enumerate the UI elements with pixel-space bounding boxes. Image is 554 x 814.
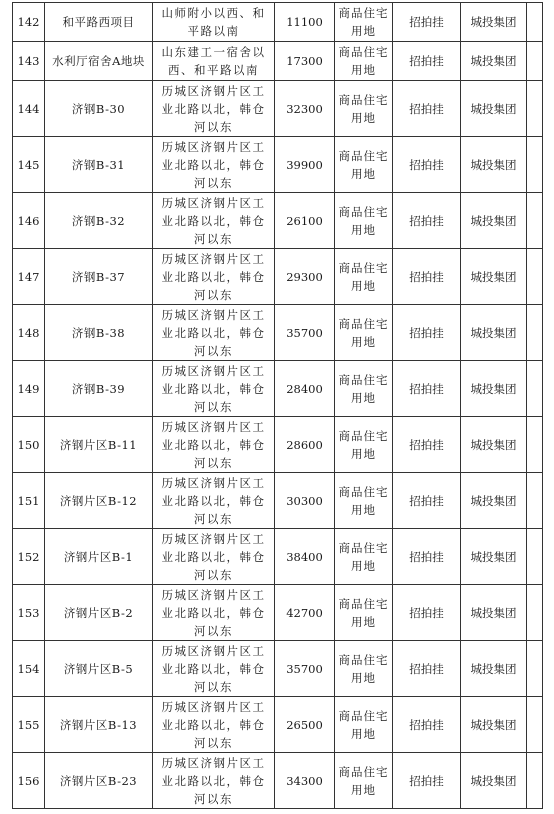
- area-cell: 17300: [275, 42, 335, 81]
- holder-cell: 城投集团: [461, 753, 527, 809]
- holder-cell: 城投集团: [461, 473, 527, 529]
- row-number-cell: 155: [13, 697, 45, 753]
- location-cell: 历城区济钢片区工业北路以北，韩仓河以东: [153, 529, 275, 585]
- project-name-cell: 济钢B-37: [45, 249, 153, 305]
- transfer-method-cell: 招拍挂: [393, 249, 461, 305]
- row-number-cell: 147: [13, 249, 45, 305]
- holder-cell: 城投集团: [461, 3, 527, 42]
- location-cell: 历城区济钢片区工业北路以北，韩仓河以东: [153, 585, 275, 641]
- area-cell: 26100: [275, 193, 335, 249]
- row-number-cell: 145: [13, 137, 45, 193]
- location-cell: 历城区济钢片区工业北路以北，韩仓河以东: [153, 137, 275, 193]
- land-use-cell: 商品住宅用地: [335, 193, 393, 249]
- location-cell: 山东建工一宿舍以西、和平路以南: [153, 42, 275, 81]
- note-cell: [527, 42, 543, 81]
- area-cell: 35700: [275, 641, 335, 697]
- transfer-method-cell: 招拍挂: [393, 361, 461, 417]
- land-use-cell: 商品住宅用地: [335, 361, 393, 417]
- area-cell: 34300: [275, 753, 335, 809]
- project-name-cell: 济钢片区B-1: [45, 529, 153, 585]
- project-name-cell: 济钢B-30: [45, 81, 153, 137]
- holder-cell: 城投集团: [461, 81, 527, 137]
- location-cell: 历城区济钢片区工业北路以北，韩仓河以东: [153, 641, 275, 697]
- row-number-cell: 150: [13, 417, 45, 473]
- table-row: [13, 81, 543, 137]
- land-use-cell: 商品住宅用地: [335, 417, 393, 473]
- transfer-method-cell: 招拍挂: [393, 305, 461, 361]
- row-number-cell: 148: [13, 305, 45, 361]
- table-row: [13, 697, 543, 753]
- area-cell: 26500: [275, 697, 335, 753]
- note-cell: [527, 753, 543, 809]
- table-row: [13, 529, 543, 585]
- note-cell: [527, 473, 543, 529]
- project-name-cell: 济钢片区B-11: [45, 417, 153, 473]
- project-name-cell: 水利厅宿舍A地块: [45, 42, 153, 81]
- project-name-cell: 济钢B-39: [45, 361, 153, 417]
- note-cell: [527, 305, 543, 361]
- note-cell: [527, 641, 543, 697]
- note-cell: [527, 193, 543, 249]
- project-name-cell: 济钢片区B-2: [45, 585, 153, 641]
- land-use-cell: 商品住宅用地: [335, 585, 393, 641]
- transfer-method-cell: 招拍挂: [393, 3, 461, 42]
- location-cell: 历城区济钢片区工业北路以北，韩仓河以东: [153, 753, 275, 809]
- land-use-cell: 商品住宅用地: [335, 137, 393, 193]
- note-cell: [527, 529, 543, 585]
- holder-cell: 城投集团: [461, 361, 527, 417]
- holder-cell: 城投集团: [461, 417, 527, 473]
- project-name-cell: 济钢B-32: [45, 193, 153, 249]
- area-cell: 28400: [275, 361, 335, 417]
- holder-cell: 城投集团: [461, 42, 527, 81]
- table-row: [13, 42, 543, 81]
- project-name-cell: 济钢片区B-5: [45, 641, 153, 697]
- note-cell: [527, 3, 543, 42]
- table-row: [13, 585, 543, 641]
- table-row: [13, 641, 543, 697]
- location-cell: 历城区济钢片区工业北路以北，韩仓河以东: [153, 193, 275, 249]
- row-number-cell: 154: [13, 641, 45, 697]
- location-cell: 历城区济钢片区工业北路以北，韩仓河以东: [153, 305, 275, 361]
- row-number-cell: 152: [13, 529, 45, 585]
- table-row: [13, 417, 543, 473]
- area-cell: 29300: [275, 249, 335, 305]
- land-use-cell: 商品住宅用地: [335, 753, 393, 809]
- transfer-method-cell: 招拍挂: [393, 137, 461, 193]
- holder-cell: 城投集团: [461, 249, 527, 305]
- project-name-cell: 济钢片区B-13: [45, 697, 153, 753]
- project-name-cell: 济钢B-31: [45, 137, 153, 193]
- table-row: [13, 193, 543, 249]
- transfer-method-cell: 招拍挂: [393, 753, 461, 809]
- row-number-cell: 156: [13, 753, 45, 809]
- holder-cell: 城投集团: [461, 137, 527, 193]
- location-cell: 历城区济钢片区工业北路以北，韩仓河以东: [153, 473, 275, 529]
- land-use-cell: 商品住宅用地: [335, 473, 393, 529]
- note-cell: [527, 361, 543, 417]
- table-row: [13, 3, 543, 42]
- row-number-cell: 149: [13, 361, 45, 417]
- land-use-cell: 商品住宅用地: [335, 305, 393, 361]
- holder-cell: 城投集团: [461, 697, 527, 753]
- table-row: [13, 361, 543, 417]
- transfer-method-cell: 招拍挂: [393, 193, 461, 249]
- location-cell: 历城区济钢片区工业北路以北，韩仓河以东: [153, 697, 275, 753]
- table-row: [13, 249, 543, 305]
- row-number-cell: 143: [13, 42, 45, 81]
- land-use-cell: 商品住宅用地: [335, 81, 393, 137]
- note-cell: [527, 137, 543, 193]
- transfer-method-cell: 招拍挂: [393, 42, 461, 81]
- transfer-method-cell: 招拍挂: [393, 641, 461, 697]
- holder-cell: 城投集团: [461, 585, 527, 641]
- transfer-method-cell: 招拍挂: [393, 417, 461, 473]
- area-cell: 39900: [275, 137, 335, 193]
- land-parcel-table: [12, 2, 543, 809]
- holder-cell: 城投集团: [461, 305, 527, 361]
- location-cell: 山师附小以西、和平路以南: [153, 3, 275, 42]
- transfer-method-cell: 招拍挂: [393, 697, 461, 753]
- land-use-cell: 商品住宅用地: [335, 529, 393, 585]
- note-cell: [527, 697, 543, 753]
- project-name-cell: 和平路西项目: [45, 3, 153, 42]
- table-row: [13, 305, 543, 361]
- table-body: [13, 3, 543, 809]
- location-cell: 历城区济钢片区工业北路以北，韩仓河以东: [153, 81, 275, 137]
- land-use-cell: 商品住宅用地: [335, 249, 393, 305]
- note-cell: [527, 585, 543, 641]
- land-use-cell: 商品住宅用地: [335, 3, 393, 42]
- holder-cell: 城投集团: [461, 529, 527, 585]
- location-cell: 历城区济钢片区工业北路以北，韩仓河以东: [153, 361, 275, 417]
- note-cell: [527, 417, 543, 473]
- transfer-method-cell: 招拍挂: [393, 529, 461, 585]
- area-cell: 42700: [275, 585, 335, 641]
- area-cell: 28600: [275, 417, 335, 473]
- transfer-method-cell: 招拍挂: [393, 473, 461, 529]
- project-name-cell: 济钢片区B-12: [45, 473, 153, 529]
- area-cell: 11100: [275, 3, 335, 42]
- project-name-cell: 济钢片区B-23: [45, 753, 153, 809]
- area-cell: 32300: [275, 81, 335, 137]
- transfer-method-cell: 招拍挂: [393, 585, 461, 641]
- land-use-cell: 商品住宅用地: [335, 42, 393, 81]
- row-number-cell: 153: [13, 585, 45, 641]
- holder-cell: 城投集团: [461, 193, 527, 249]
- project-name-cell: 济钢B-38: [45, 305, 153, 361]
- area-cell: 35700: [275, 305, 335, 361]
- row-number-cell: 142: [13, 3, 45, 42]
- note-cell: [527, 249, 543, 305]
- table-row: [13, 753, 543, 809]
- land-use-cell: 商品住宅用地: [335, 641, 393, 697]
- holder-cell: 城投集团: [461, 641, 527, 697]
- row-number-cell: 146: [13, 193, 45, 249]
- transfer-method-cell: 招拍挂: [393, 81, 461, 137]
- note-cell: [527, 81, 543, 137]
- land-use-cell: 商品住宅用地: [335, 697, 393, 753]
- table-row: [13, 473, 543, 529]
- area-cell: 30300: [275, 473, 335, 529]
- location-cell: 历城区济钢片区工业北路以北，韩仓河以东: [153, 249, 275, 305]
- row-number-cell: 144: [13, 81, 45, 137]
- area-cell: 38400: [275, 529, 335, 585]
- row-number-cell: 151: [13, 473, 45, 529]
- location-cell: 历城区济钢片区工业北路以北，韩仓河以东: [153, 417, 275, 473]
- table-row: [13, 137, 543, 193]
